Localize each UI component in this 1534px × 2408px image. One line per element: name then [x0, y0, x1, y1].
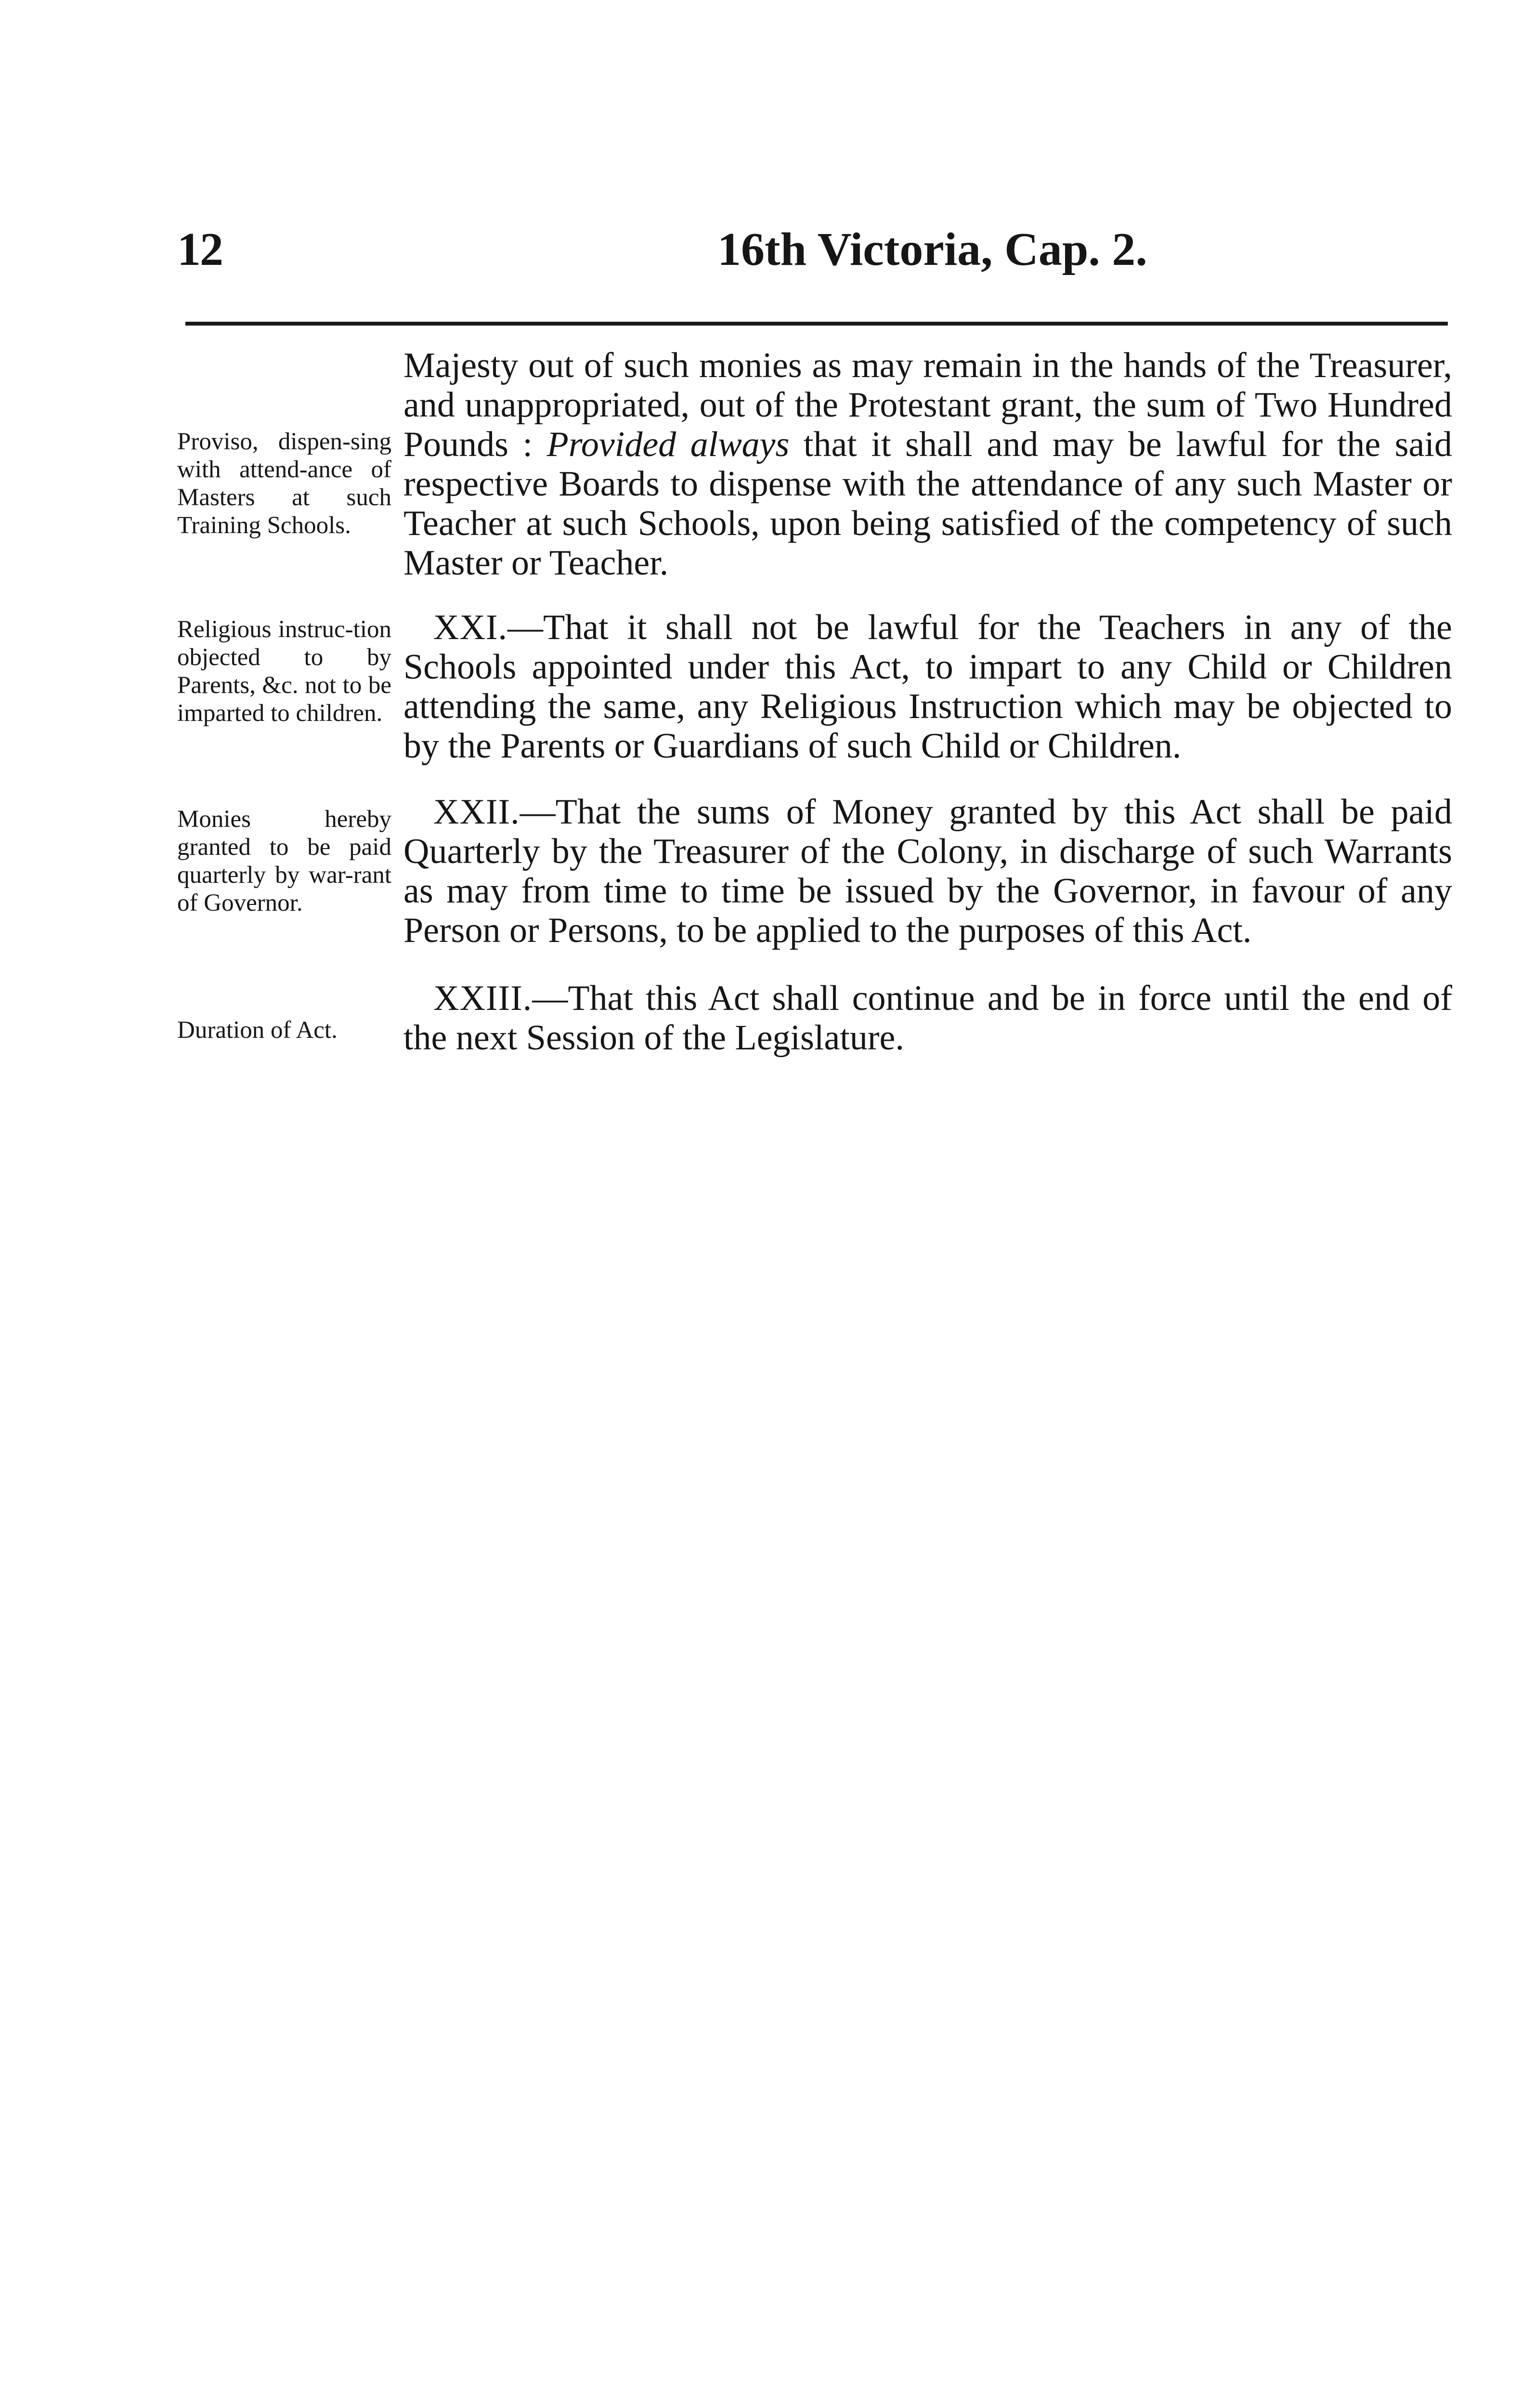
header-rule — [185, 322, 1448, 326]
sidenote-religious-instruction: Religious instruc-tion objected to by Parents, &c. not to be imparted to children. — [177, 616, 391, 727]
continuation-text-start: Majesty out of such monies as may remain in the hands of the Treasurer, and unappropriated, out of the Protestant grant, the sum of Two Hundred Pounds : — [403, 346, 1452, 464]
section-xxiii — [403, 979, 1452, 1058]
section-xxii — [403, 792, 1452, 950]
section-body: —That this Act shall continue and be in force until the end of the next Session of the Legislature. — [403, 979, 1452, 1058]
section-number: XXI. — [433, 608, 508, 647]
section-xxi-text — [403, 608, 1452, 766]
section-number: XXII. — [433, 792, 520, 832]
sidenote-duration: Duration of Act. — [177, 1017, 338, 1044]
section-xxiii-text — [403, 979, 1452, 1058]
section-xxi — [403, 608, 1452, 766]
continuation-text — [403, 346, 1452, 583]
section-xxii-text — [403, 792, 1452, 950]
continuation-paragraph — [403, 346, 1452, 583]
running-head: 16th Victoria, Cap. 2. — [717, 223, 1147, 275]
section-body: —That the sums of Money granted by this Act shall be paid Quarterly by the Treasurer of the Colony, in discharge of such Warrants as may from time to time be issued by the Governor, in favour of any Person or Persons, to be applied to the purposes of this Act. — [403, 792, 1452, 950]
page-number: 12 — [177, 223, 222, 275]
provided-always-italic: Provided always — [546, 425, 790, 464]
sidenote-proviso: Proviso, dispen-sing with attend-ance of Masters at such Training Schools. — [177, 428, 391, 539]
section-body: —That it shall not be lawful for the Teachers in any of the Schools appointed under this Act, to impart to any Child or Children attending the same, any Religious Instruction which may be objected to by the Parents or Guardians of such Child or Children. — [403, 608, 1452, 766]
continuation-text-end: that it shall and may be lawful for the said respective Boards to dispense with the attendance of any such Master or Teacher at such Schools, upon being satisfied of the competency of such Master or Teacher. — [403, 425, 1452, 583]
sidenote-monies: Monies hereby granted to be paid quarterly by war-rant of Governor. — [177, 806, 391, 916]
section-number: XXIII. — [433, 979, 533, 1018]
